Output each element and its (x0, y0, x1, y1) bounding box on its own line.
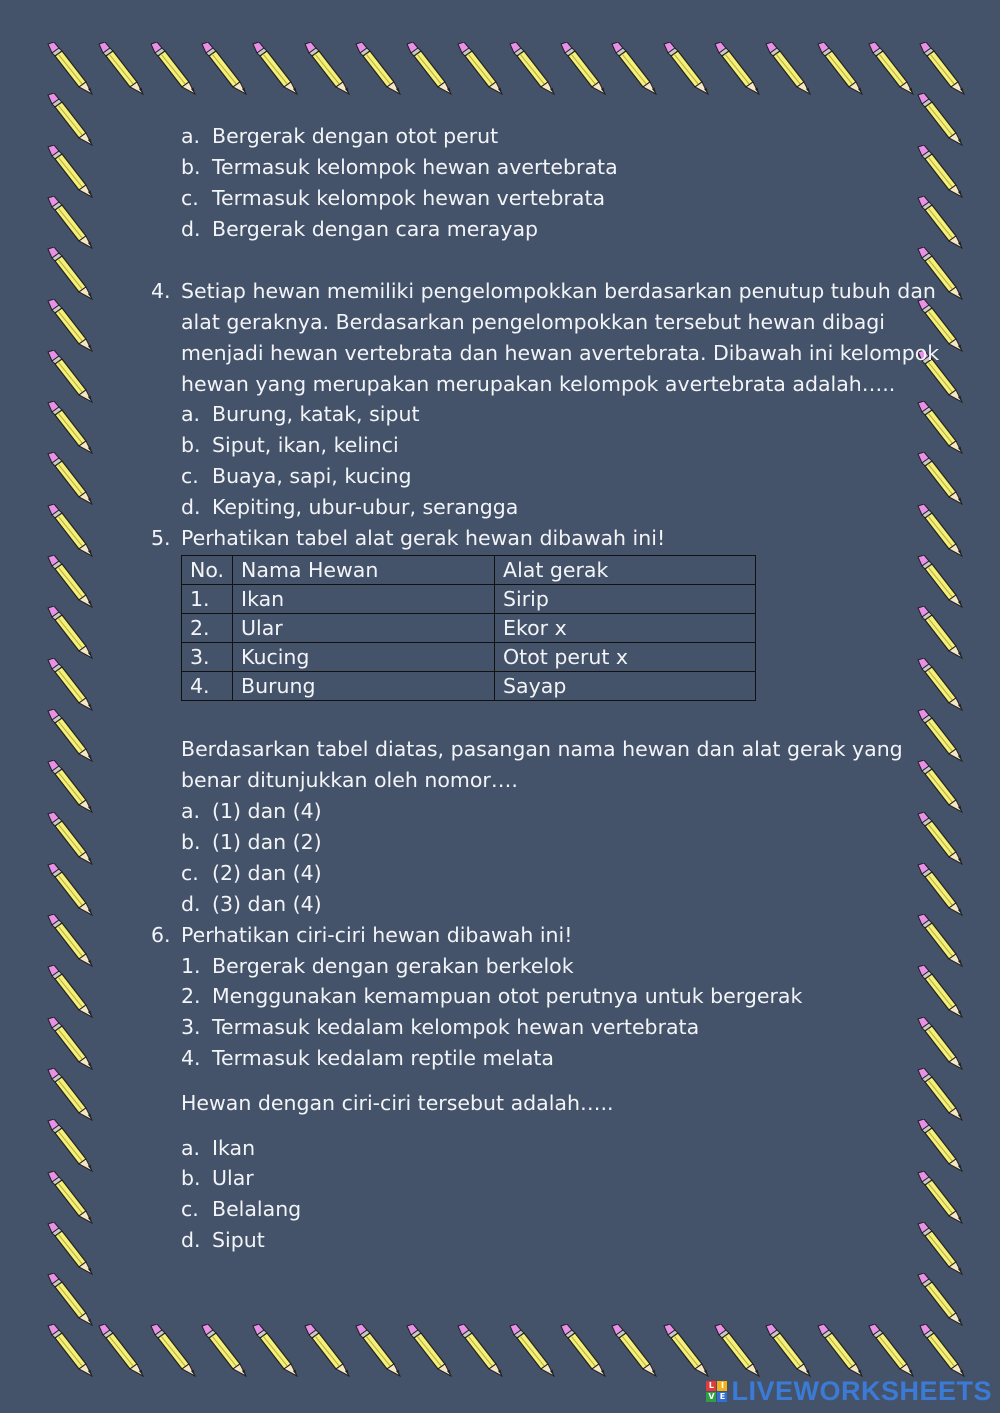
table-cell: Burung (233, 672, 495, 701)
table-cell: 1. (182, 585, 233, 614)
option-letter: d. (181, 1228, 201, 1252)
option-letter: c. (181, 1197, 199, 1221)
option-text: (2) dan (4) (212, 861, 322, 885)
option-text: Siput (212, 1228, 265, 1252)
table-row (182, 672, 756, 701)
option-text: Burung, katak, siput (212, 402, 420, 426)
option-letter: a. (181, 1136, 201, 1160)
option-letter: b. (181, 433, 201, 457)
question-number: 6. (151, 923, 171, 947)
option-text: Siput, ikan, kelinci (212, 433, 399, 457)
table-header-row (182, 556, 756, 585)
trait-text: Menggunakan kemampuan otot perutnya untuk bergerak (212, 984, 803, 1008)
liveworksheets-brand[interactable] (706, 1376, 992, 1407)
option-text: Bergerak dengan cara merayap (212, 217, 539, 241)
table-header: Nama Hewan (233, 556, 495, 585)
table-cell: Sirip (495, 585, 756, 614)
table-header: No. (182, 556, 233, 585)
option-letter: b. (181, 155, 201, 179)
option-text: (1) dan (4) (212, 799, 322, 823)
question-text-line: benar ditunjukkan oleh nomor…. (181, 768, 518, 792)
table-cell: Sayap (495, 672, 756, 701)
question-text-line: Hewan dengan ciri-ciri tersebut adalah….. (181, 1091, 614, 1115)
question-prompt: Perhatikan ciri-ciri hewan dibawah ini! (181, 923, 573, 947)
option-text: Belalang (212, 1197, 302, 1221)
table-cell: 4. (182, 672, 233, 701)
question-number: 4. (151, 279, 171, 303)
table-row (182, 614, 756, 643)
option-letter: a. (181, 124, 201, 148)
table-row (182, 585, 756, 614)
option-letter: c. (181, 464, 199, 488)
option-letter: a. (181, 402, 201, 426)
question-text-line: Berdasarkan tabel diatas, pasangan nama hewan dan alat gerak yang (181, 737, 903, 761)
trait-number: 2. (181, 984, 201, 1008)
option-text: Termasuk kelompok hewan avertebrata (212, 155, 618, 179)
question-text-line: menjadi hewan vertebrata dan hewan avertebrata. Dibawah ini kelompok (181, 341, 940, 365)
logo-letter: E (717, 1392, 727, 1402)
option-letter: b. (181, 830, 201, 854)
option-letter: d. (181, 495, 201, 519)
trait-number: 1. (181, 954, 201, 978)
option-text: (1) dan (2) (212, 830, 322, 854)
option-text: Ular (212, 1166, 254, 1190)
question-text-line: Setiap hewan memiliki pengelompokkan berdasarkan penutup tubuh dan (181, 279, 936, 303)
option-letter: b. (181, 1166, 201, 1190)
liveworksheets-logo-icon (706, 1381, 727, 1402)
table-cell: Kucing (233, 643, 495, 672)
option-letter: d. (181, 892, 201, 916)
logo-letter: I (717, 1381, 727, 1391)
question-prompt: Perhatikan tabel alat gerak hewan dibawah ini! (181, 526, 666, 550)
question-text-line: alat geraknya. Berdasarkan pengelompokkan tersebut hewan dibagi (181, 310, 885, 334)
question-number: 5. (151, 526, 171, 550)
option-text: Kepiting, ubur-ubur, serangga (212, 495, 519, 519)
option-text: Buaya, sapi, kucing (212, 464, 412, 488)
trait-number: 3. (181, 1015, 201, 1039)
table-row (182, 643, 756, 672)
logo-letter: V (708, 1392, 715, 1401)
option-letter: c. (181, 861, 199, 885)
table-cell: Ular (233, 614, 495, 643)
table-cell: Otot perut x (495, 643, 756, 672)
option-letter: c. (181, 186, 199, 210)
option-text: Termasuk kelompok hewan vertebrata (212, 186, 606, 210)
option-text: Ikan (212, 1136, 256, 1160)
table-cell: Ekor x (495, 614, 756, 643)
option-letter: d. (181, 217, 201, 241)
trait-text: Termasuk kedalam kelompok hewan vertebrata (212, 1015, 700, 1039)
option-text: Bergerak dengan otot perut (212, 124, 499, 148)
table-header: Alat gerak (495, 556, 756, 585)
trait-text: Bergerak dengan gerakan berkelok (212, 954, 574, 978)
trait-number: 4. (181, 1046, 201, 1070)
table-cell: 3. (182, 643, 233, 672)
option-text: (3) dan (4) (212, 892, 322, 916)
question-text-line: hewan yang merupakan merupakan kelompok avertebrata adalah….. (181, 372, 896, 396)
brand-name: LIVEWORKSHEETS (731, 1376, 992, 1406)
logo-letter: L (706, 1381, 716, 1391)
table-cell: Ikan (233, 585, 495, 614)
option-letter: a. (181, 799, 201, 823)
locomotion-table (181, 555, 756, 701)
table-cell: 2. (182, 614, 233, 643)
trait-text: Termasuk kedalam reptile melata (212, 1046, 554, 1070)
